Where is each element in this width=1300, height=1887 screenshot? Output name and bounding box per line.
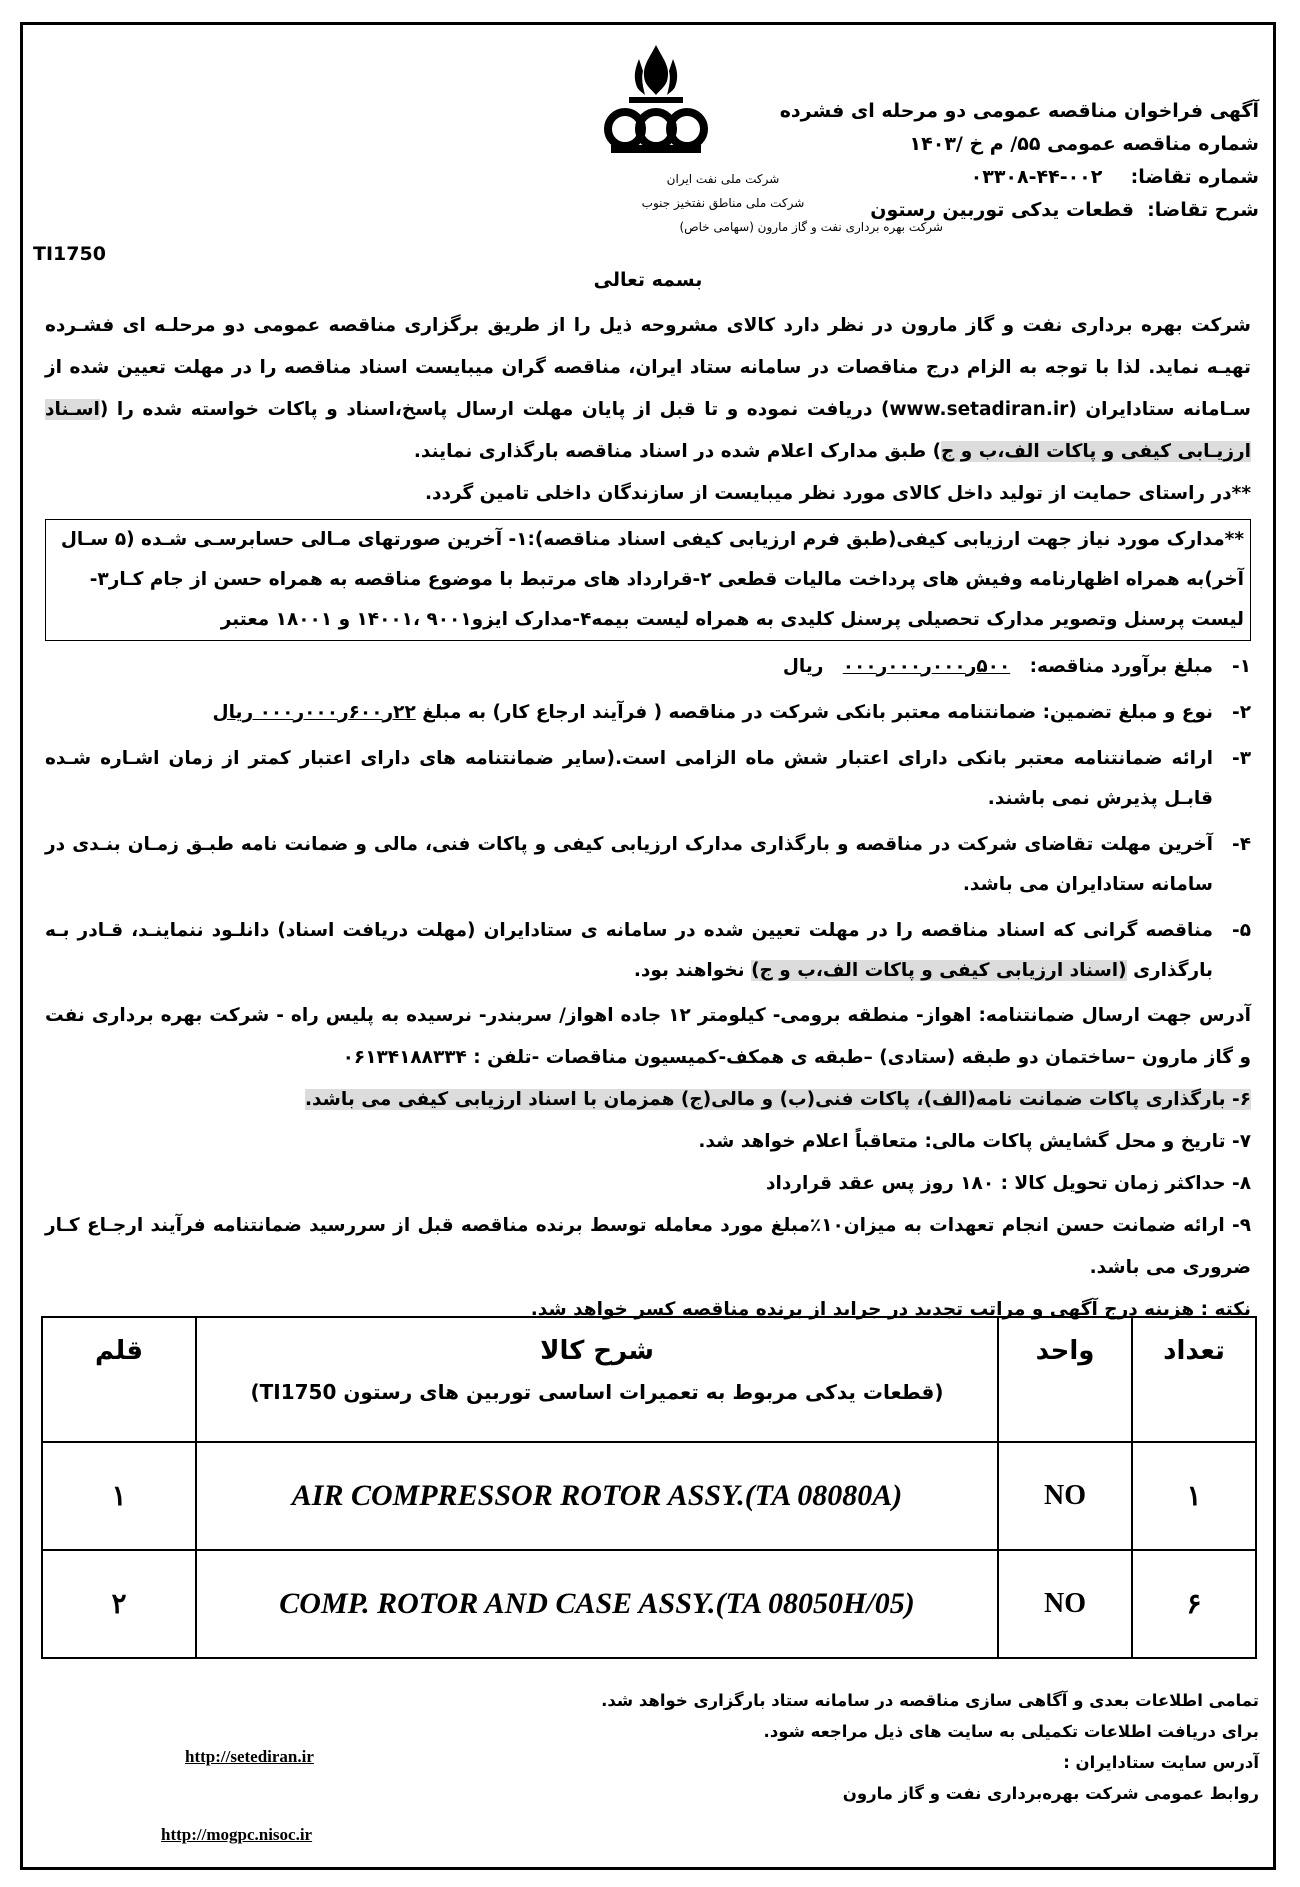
notice-body <box>45 305 1251 1331</box>
footer-block: تمامی اطلاعات بعدی و آگاهی سازی مناقصه در سامانه ستاد بارگزاری خواهد شد. برای دریافت اطلاعات تکمیلی به سایت های ذیل مراجعه شود. آدرس سایت ستادایران : روابط عمومی شرکت بهره‌برداری نفت و گاز مارون <box>601 1691 1259 1803</box>
mogpc-link[interactable]: http://mogpc.nisoc.ir <box>161 1825 313 1844</box>
qualification-docs-box: **مدارک مورد نیاز جهت ارزیابی کیفی(طبق فرم ارزیابی کیفی اسناد مناقصه):۱- آخرین صورتهای مـالی حسابرسـی شـده (۵ سـال آخر)به همراه اظهارنامه وفیش های پرداخت مالیات قطعی ۲-قرارداد های مرتبط با موضوع مناقصه به همراه حسن از جام کـار۳- لیست پرسنل وتصویر مدارک تحصیلی پرسنل کلیدی به همراه لیست بیمه۴-مدارک ایزو۹۰۰۱ ،۱۴۰۰۱ و ۱۸۰۰۱ معتبر <box>45 519 1251 641</box>
intro-paragraph: شرکت بهره برداری نفت و گاز مارون در نظر دارد کالای مشروحه ذیل را از طریق برگزاری مناقصه عمومی دو مرحلـه ای فشـرده تهیـه نماید. لذا با توجه به الزام درج مناقصات در سامانه ستاد ایران، مناقصه گران میبایست اسناد مناقصه را در مهلت تعیین شده از سـامانه ستادایران (www.setadiran.ir) دریافت نموده و تا قبل از پایان مهلت ارسال پاسخ،اسناد و پاکات خواسته شده را (اسـناد ارزیـابی کیفی و پاکات الف،ب و ج) طبق مدارک اعلام شده در اسناد مناقصه بارگذاری نمایند. <box>45 315 1252 462</box>
table-header-row <box>42 1317 1256 1442</box>
tender-number: شماره مناقصه عمومی ۵۵/ م خ /۱۴۰۳ <box>909 133 1259 155</box>
col-qty: تعداد <box>1132 1317 1256 1442</box>
item-1: ۱- مبلغ برآورد مناقصه: ۵۰۰ر۰۰۰ر۰۰۰ر۰۰۰ ریال <box>782 656 1251 677</box>
item-3: ۳- ارائه ضمانتنامه معتبر بانکی دارای اعتبار شش ماه الزامی است.(سایر ضمانتنامه های دارای اعتبار کمتر از زمان اشـاره شـده قابـل پذیرش نمی باشند. <box>45 748 1251 809</box>
request-number: شماره تقاضا: ۰۳۳۰۸-۴۴-۰۰۲ <box>970 166 1259 188</box>
item-6: ۶- بارگذاری پاکات ضمانت نامه(الف)، پاکات فنی(ب) و مالی(ج) همزمان با اسناد ارزیابی کیفی می باشد. <box>304 1089 1251 1110</box>
table-row: ۱ NO AIR COMPRESSOR ROTOR ASSY.(TA 08080A) ۱ <box>42 1442 1256 1550</box>
notice-title: آگهی فراخوان مناقصه عمومی دو مرحله ای فشرده <box>779 100 1259 122</box>
item-8: ۸- حداکثر زمان تحویل کالا : ۱۸۰ روز پس عقد قرارداد <box>766 1173 1251 1194</box>
col-desc: شرح کالا (قطعات یدکی مربوط به تعمیرات اساسی توربین های رستون TI1750) <box>196 1317 998 1442</box>
item-9: ۹- ارائه ضمانت حسن انجام تعهدات به میزان۱۰٪مبلغ مورد معامله توسط برنده مناقصه قبل از سررسید ضمانتنامه فرآیند ارجـاع کـار ضروری می باشد. <box>45 1215 1252 1278</box>
intro-highlight: اسـناد ارزیـابی کیفی و پاکات الف،ب و ج <box>45 399 1251 462</box>
nioc-logo <box>601 37 711 165</box>
table-row: ۶ NO COMP. ROTOR AND CASE ASSY.(TA 08050H/05) ۲ <box>42 1550 1256 1658</box>
setadiran-link[interactable]: http://setediran.ir <box>185 1747 314 1766</box>
model-code: TI1750 <box>33 243 106 265</box>
item-5: ۵- مناقصه گرانی که اسناد مناقصه را در مهلت تعیین شده در سامانه ی ستادایران (مهلت دریافت اسناد) دانلـود ننماینـد، قـادر بـه بارگذاری (اسناد ارزیابی کیفی و پاکات الف،ب و ج) نخواهند بود. <box>45 920 1251 981</box>
guarantee-value: ۲۲ر۶۰۰ر۰۰۰ر۰۰۰ ریال <box>212 702 416 723</box>
bismillah: بسمه تعالی <box>593 269 703 291</box>
domestic-note: **در راستای حمایت از تولید داخل کالای مورد نظر میبایست از سازندگان داخلی تامین گردد. <box>424 483 1251 504</box>
col-row: قلم <box>42 1317 196 1442</box>
item-4: ۴- آخرین مهلت تقاضای شرکت در مناقصه و بارگذاری مدارک ارزیابی کیفی و پاکات فنی، مالی و ضمانت نامه طبـق زمـان بنـدی در سامانه ستادایران می باشد. <box>45 834 1251 895</box>
items-table <box>41 1316 1257 1659</box>
request-description: شرح تقاضا: قطعات یدکی توربین رستون <box>870 199 1259 221</box>
item-2: ۲- نوع و مبلغ تضمین: ضمانتنامه معتبر بانکی شرکت در مناقصه ( فرآیند ارجاع کار) به مبلغ ۲۲ر۶۰۰ر۰۰۰ر۰۰۰ ریال <box>212 702 1251 723</box>
cost-note: نکته : هزینه درج آگهی و مراتب تجدید در جراید از برنده مناقصه کسر خواهد شد. <box>530 1299 1251 1320</box>
item-7: ۷- تاریخ و محل گشایش پاکات مالی: متعاقباً اعلام خواهد شد. <box>698 1131 1251 1152</box>
company-names: شرکت ملی نفت ایران شرکت ملی مناطق نفتخیز جنوب شرکت بهره برداری نفت و گاز مارون (سهامی خاص) <box>641 172 943 234</box>
col-unit: واحد <box>998 1317 1132 1442</box>
estimate-value: ۵۰۰ر۰۰۰ر۰۰۰ر۰۰۰ <box>842 656 1011 677</box>
tender-notice-page <box>20 22 1276 1870</box>
guarantee-address: آدرس جهت ارسال ضمانتنامه: اهواز- منطقه برومی- کیلومتر ۱۲ جاده اهواز/ سربندر- نرسیده به پلیس راه - شرکت بهره برداری نفت و گاز مارون –ساختمان دو طبقه (ستادی) –طبقه ی همکف-کمیسیون مناقصات -تلفن : ۰۶۱۳۴۱۸۸۳۳۴ <box>45 1005 1251 1068</box>
